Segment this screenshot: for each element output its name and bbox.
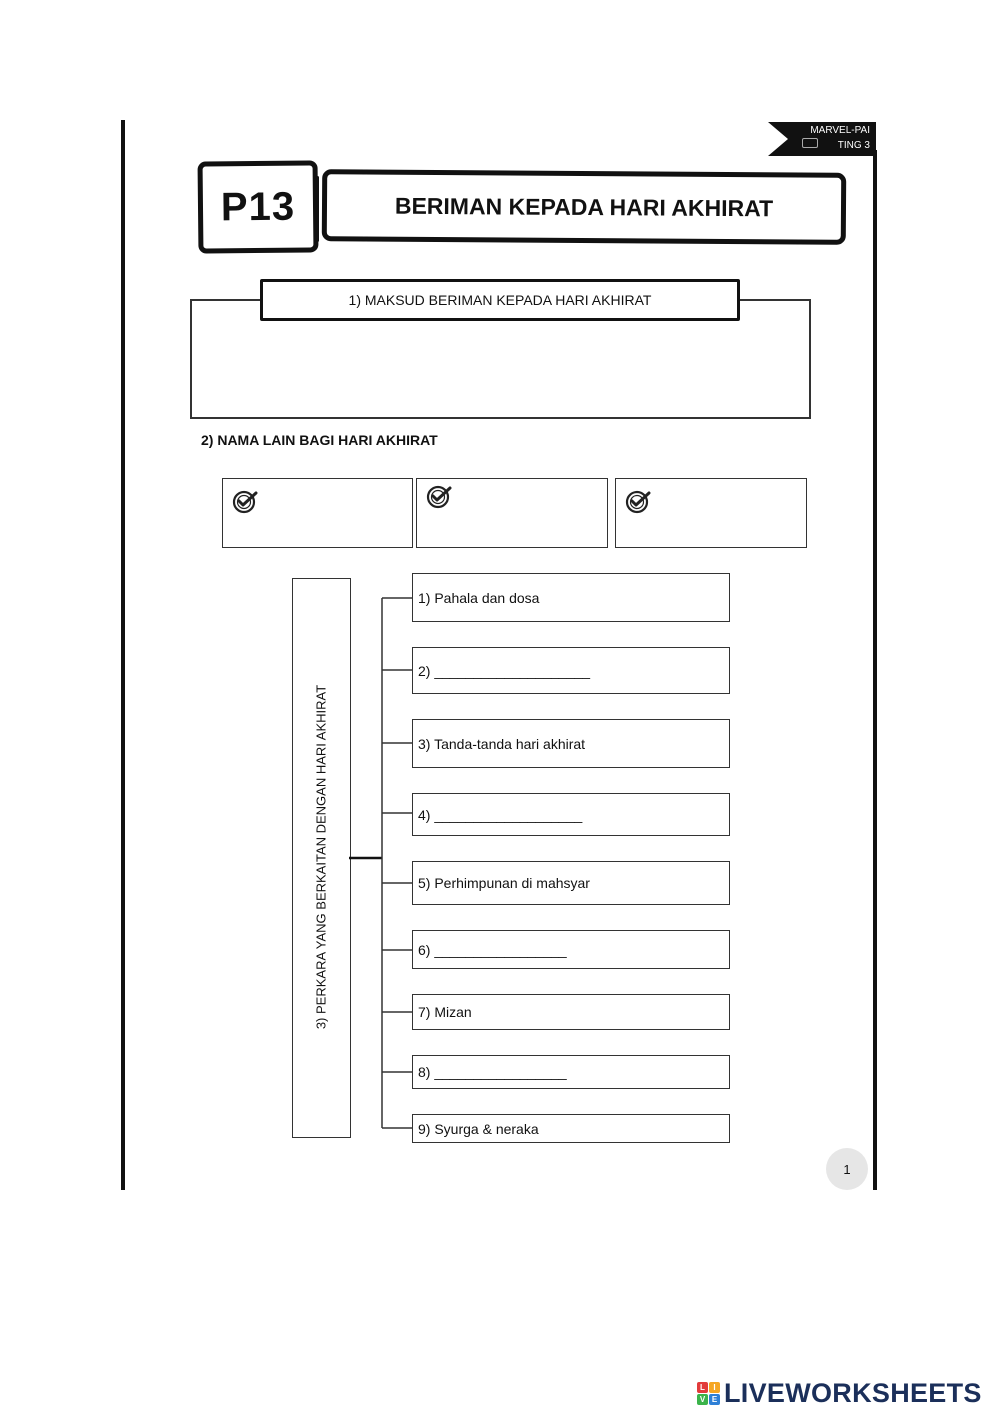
check-circle-icon <box>624 488 652 516</box>
page-border-right <box>873 150 877 1190</box>
item-6-blank[interactable]: 6) _________________ <box>412 930 730 969</box>
logo-letter: L <box>697 1382 708 1393</box>
other-name-box-1[interactable] <box>222 478 413 548</box>
item-7: 7) Mizan <box>412 994 730 1030</box>
title-divider <box>316 176 319 242</box>
logo-letter: E <box>709 1394 720 1405</box>
corner-tag <box>768 122 876 156</box>
tree-connector <box>349 580 419 1140</box>
other-name-box-2[interactable] <box>416 478 608 548</box>
logo-letter: I <box>709 1382 720 1393</box>
page-border-left <box>121 120 125 1190</box>
page-number: 1 <box>826 1148 868 1190</box>
footer-logo <box>697 1378 982 1409</box>
check-circle-icon <box>231 488 259 516</box>
item-5: 5) Perhimpunan di mahsyar <box>412 861 730 905</box>
logo-text: LIVEWORKSHEETS <box>724 1378 982 1408</box>
chapter-code: P13 <box>198 160 319 253</box>
item-1: 1) Pahala dan dosa <box>412 573 730 622</box>
page-title: BERIMAN KEPADA HARI AKHIRAT <box>322 169 846 245</box>
book-icon <box>802 138 818 148</box>
tag-line-2: TING 3 <box>837 140 870 151</box>
item-9: 9) Syurga & neraka <box>412 1114 730 1143</box>
other-name-box-3[interactable] <box>615 478 807 548</box>
section3-vertical-label: 3) PERKARA YANG BERKAITAN DENGAN HARI AKHIRAT <box>313 684 329 1030</box>
item-8-blank[interactable]: 8) _________________ <box>412 1055 730 1089</box>
section2-heading: 2) NAMA LAIN BAGI HARI AKHIRAT <box>201 432 438 448</box>
item-4-blank[interactable]: 4) ___________________ <box>412 793 730 836</box>
tag-line-1: MARVEL-PAI <box>810 125 870 136</box>
item-3: 3) Tanda-tanda hari akhirat <box>412 719 730 768</box>
check-circle-icon <box>425 483 453 511</box>
logo-icon <box>697 1382 720 1405</box>
item-2-blank[interactable]: 2) ____________________ <box>412 647 730 694</box>
logo-letter: V <box>697 1394 708 1405</box>
section1-label: 1) MAKSUD BERIMAN KEPADA HARI AKHIRAT <box>260 279 740 321</box>
